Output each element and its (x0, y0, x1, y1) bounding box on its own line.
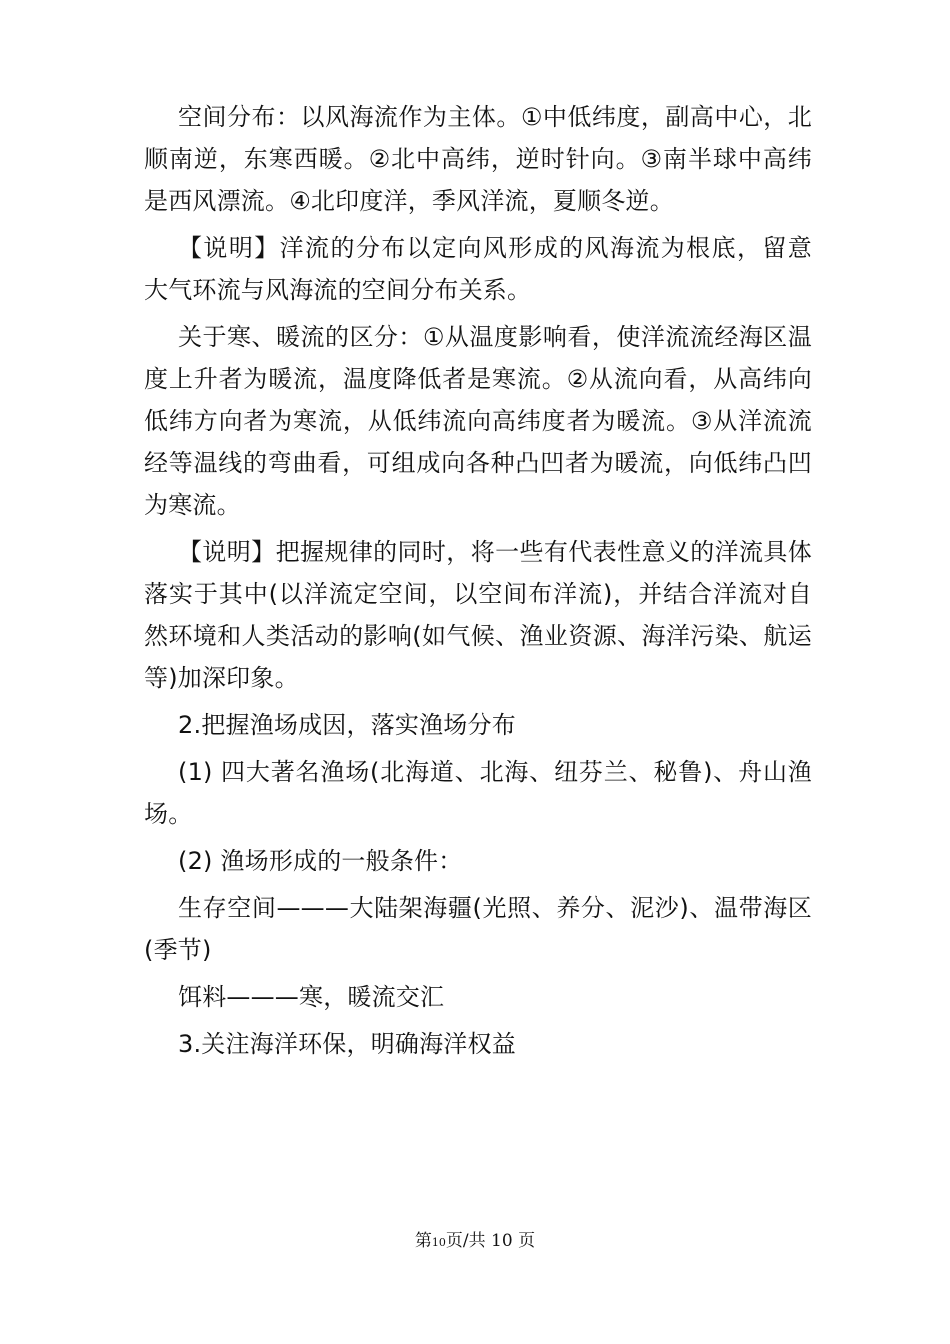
paragraph-note-representative-currents: 【说明】把握规律的同时，将一些有代表性意义的洋流具体落实于其中(以洋流定空间，以空间布洋流)，并结合洋流对自然环境和人类活动的影响(如气候、渔业资源、海洋污染、航运等)加深印象。 (144, 538, 812, 692)
footer-suffix: 页 (512, 1231, 536, 1251)
paragraph-four-fishing-grounds: (1) 四大著名渔场(北海道、北海、纽芬兰、秘鲁)、舟山渔场。 (144, 758, 812, 828)
footer-prefix: 第 (414, 1231, 432, 1251)
footer-middle: 页/共 (445, 1231, 492, 1251)
footer-total-pages: 10 (491, 1231, 513, 1251)
paragraph-fishing-conditions: (2) 渔场形成的一般条件： (178, 847, 463, 875)
page-number-footer (0, 1226, 950, 1251)
paragraph-note-wind-current: 【说明】洋流的分布以定向风形成的风海流为根底，留意 大气环流与风海流的空间分布关系。 (144, 234, 812, 304)
paragraph-spatial-distribution: 空间分布：以风海流作为主体。①中低纬度，副高中心，北顺南逆，东寒西暖。②北中高纬，逆时针向。③南半球中高纬是西风漂流。④北印度洋，季风洋流，夏顺冬逆。 (144, 103, 812, 215)
footer-current-page: 10 (431, 1236, 446, 1249)
paragraph-living-space: 生存空间———大陆架海疆(光照、养分、泥沙)、温带海区(季节) (144, 894, 812, 964)
paragraph-food-source: 饵料———寒，暖流交汇 (178, 983, 445, 1011)
heading-marine-protection: 3.关注海洋环保，明确海洋权益 (178, 1030, 516, 1058)
body-text (144, 96, 812, 1070)
heading-fishing-grounds: 2.把握渔场成因，落实渔场分布 (178, 711, 516, 739)
paragraph-warm-cold-distinction: 关于寒、暖流的区分：①从温度影响看，使洋流流经海区温度上升者为暖流，温度降低者是寒流。②从流向看，从高纬向低纬方向者为寒流，从低纬流向高纬度者为暖流。③从洋流流经等温线的弯曲看，可组成向各种凸凹者为暖流，向低纬凸凹为寒流。 (144, 323, 812, 519)
